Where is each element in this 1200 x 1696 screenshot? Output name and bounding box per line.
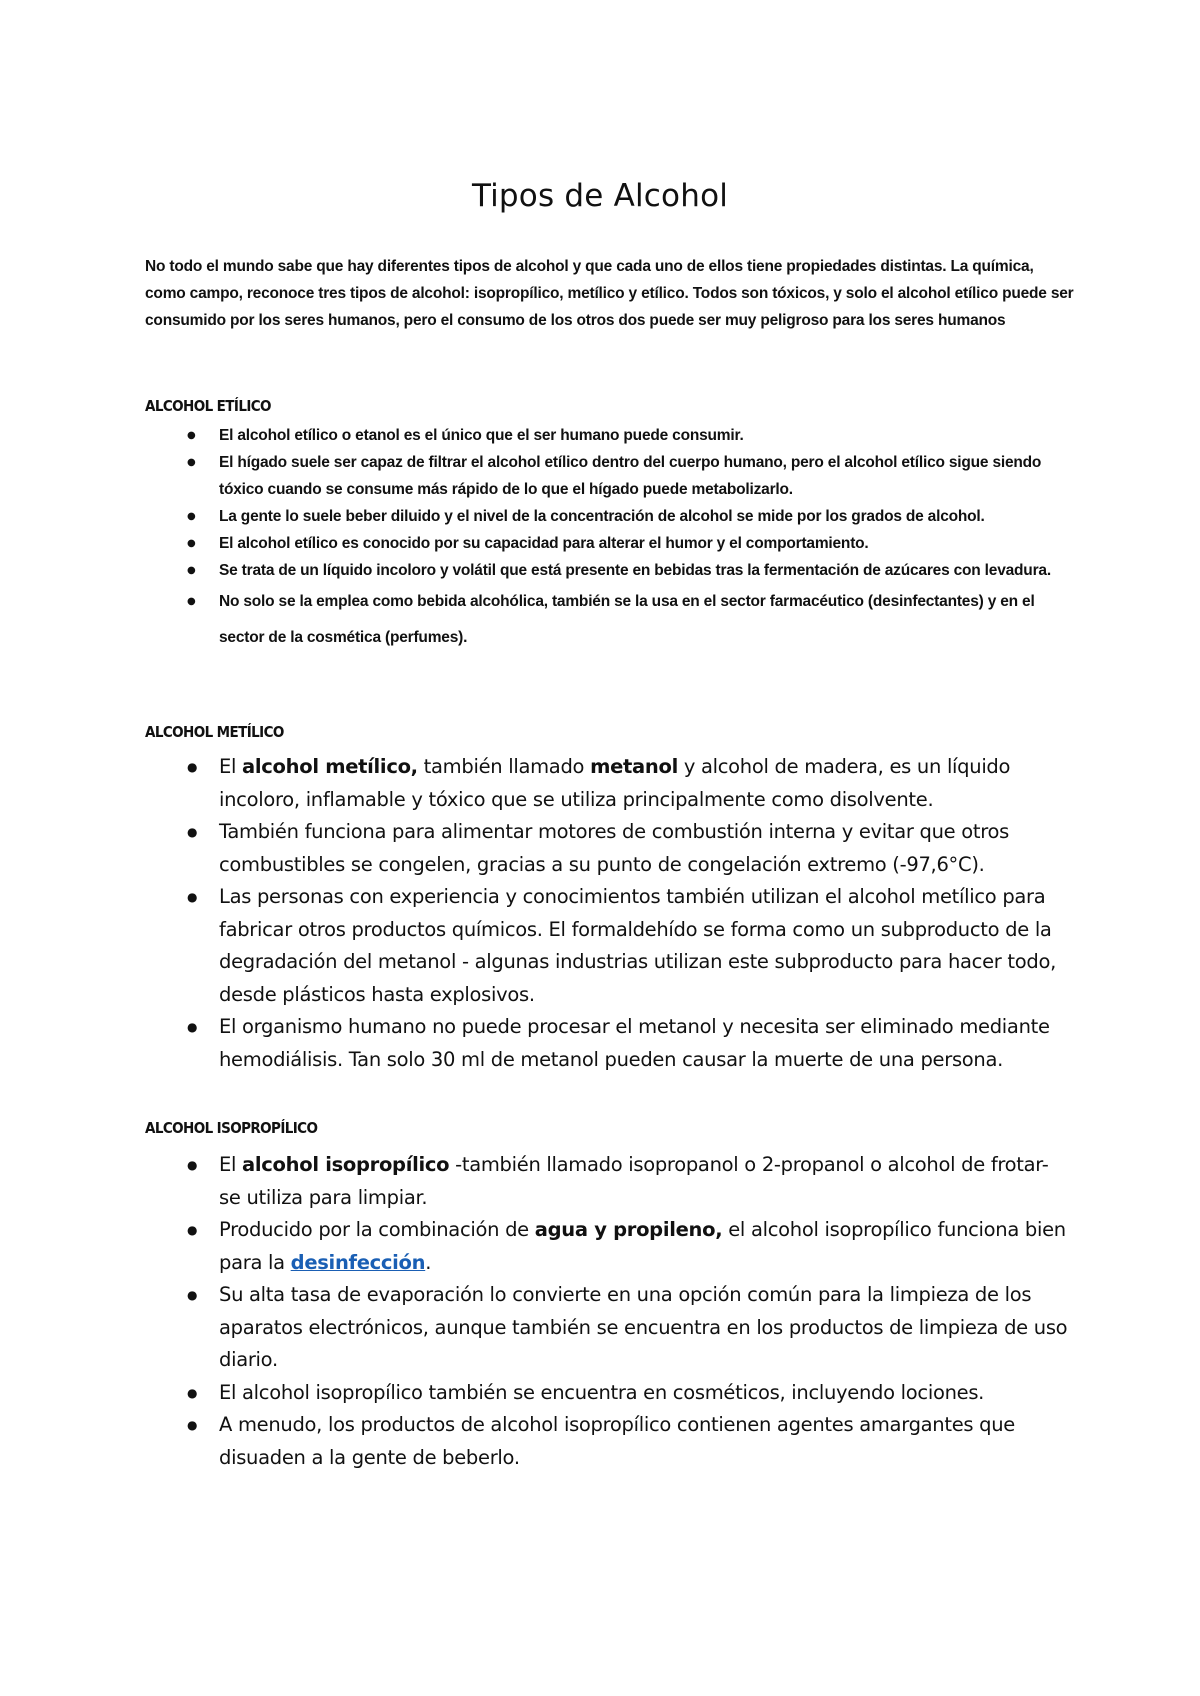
intro-paragraph: No todo el mundo sabe que hay diferentes tipos de alcohol y que cada uno de ellos tiene propiedades distintas. La química, como campo, reconoce tres tipos de alcohol: isopropílico, metílico y etílico. Todos son tóxicos, y solo el alcohol etílico puede ser consumido por los seres humanos, pero el consumo de los otros dos puede ser muy peligroso para los seres humanos — [145, 258, 1074, 329]
page-title: Tipos de Alcohol — [471, 178, 729, 214]
list-item: ● Producido por la combinación de agua y propileno, el alcohol isopropílico funciona bien para la desinfección. — [145, 1214, 1075, 1279]
list-item: ● Se trata de un líquido incoloro y volátil que está presente en bebidas tras la fermentación de azúcares con levadura. — [145, 557, 1075, 584]
list-item: ● La gente lo suele beber diluido y el nivel de la concentración de alcohol se mide por los grados de alcohol. — [145, 503, 1075, 530]
bullet-icon: ● — [187, 1385, 198, 1400]
bullet-icon: ● — [187, 538, 196, 549]
bullet-icon: ● — [187, 1288, 198, 1302]
bullet-icon: ● — [187, 890, 198, 904]
bullet-icon: ● — [187, 1418, 198, 1432]
etilico-list — [145, 422, 1075, 656]
bullet-icon: ● — [187, 1158, 198, 1172]
bullet-icon: ● — [187, 565, 196, 576]
isopropilico-list — [145, 1149, 1075, 1474]
bullet-icon: ● — [187, 511, 196, 522]
bullet-icon: ● — [187, 430, 196, 441]
list-item: ● A menudo, los productos de alcohol isopropílico contienen agentes amargantes que disuaden a la gente de beberlo. — [145, 1409, 1075, 1474]
list-item: ● Las personas con experiencia y conocimientos también utilizan el alcohol metílico para fabricar otros productos químicos. El formaldehído se forma como un subproducto de la degradación del metanol - algunas industrias utilizan este subproducto para hacer todo, desde plásticos hasta explosivos. — [145, 881, 1075, 1011]
section-heading-metilico: ALCOHOL METÍLICO — [145, 723, 284, 741]
section-heading-etilico: ALCOHOL ETÍLICO — [145, 397, 271, 415]
bullet-icon: ● — [187, 1223, 198, 1237]
metilico-list — [145, 751, 1075, 1076]
list-item: ● El alcohol metílico, también llamado metanol y alcohol de madera, es un líquido incoloro, inflamable y tóxico que se utiliza principalmente como disolvente. — [145, 751, 1075, 816]
list-item: ● El alcohol etílico o etanol es el único que el ser humano puede consumir. — [145, 422, 1075, 449]
bullet-icon: ● — [187, 825, 198, 839]
section-heading-isopropilico: ALCOHOL ISOPROPÍLICO — [145, 1119, 318, 1137]
list-item: ● También funciona para alimentar motores de combustión interna y evitar que otros combustibles se congelen, gracias a su punto de congelación extremo (-97,6°C). — [145, 816, 1075, 881]
bullet-icon: ● — [187, 596, 196, 607]
list-item: ● El hígado suele ser capaz de filtrar el alcohol etílico dentro del cuerpo humano, pero el alcohol etílico sigue siendo tóxico cuando se consume más rápido de lo que el hígado puede metabolizarlo. — [145, 449, 1075, 503]
list-item: ● El organismo humano no puede procesar el metanol y necesita ser eliminado mediante hemodiálisis. Tan solo 30 ml de metanol pueden causar la muerte de una persona. — [145, 1011, 1075, 1076]
list-item: ● El alcohol isopropílico -también llamado isopropanol o 2-propanol o alcohol de frotar- se utiliza para limpiar. — [145, 1149, 1075, 1214]
list-item: ● Su alta tasa de evaporación lo convierte en una opción común para la limpieza de los aparatos electrónicos, aunque también se encuentra en los productos de limpieza de uso diario. — [145, 1279, 1075, 1377]
list-item: ● El alcohol isopropílico también se encuentra en cosméticos, incluyendo lociones. — [145, 1377, 1075, 1410]
list-item: ● El alcohol etílico es conocido por su capacidad para alterar el humor y el comportamiento. — [145, 530, 1075, 557]
list-item: ● No solo se la emplea como bebida alcohólica, también se la usa en el sector farmacéutico (desinfectantes) y en el sector de la cosmética (perfumes). — [145, 584, 1075, 656]
bullet-icon: ● — [187, 1020, 198, 1034]
bullet-icon: ● — [187, 457, 196, 468]
desinfeccion-link[interactable]: desinfección — [290, 1250, 426, 1274]
bullet-icon: ● — [187, 760, 198, 774]
